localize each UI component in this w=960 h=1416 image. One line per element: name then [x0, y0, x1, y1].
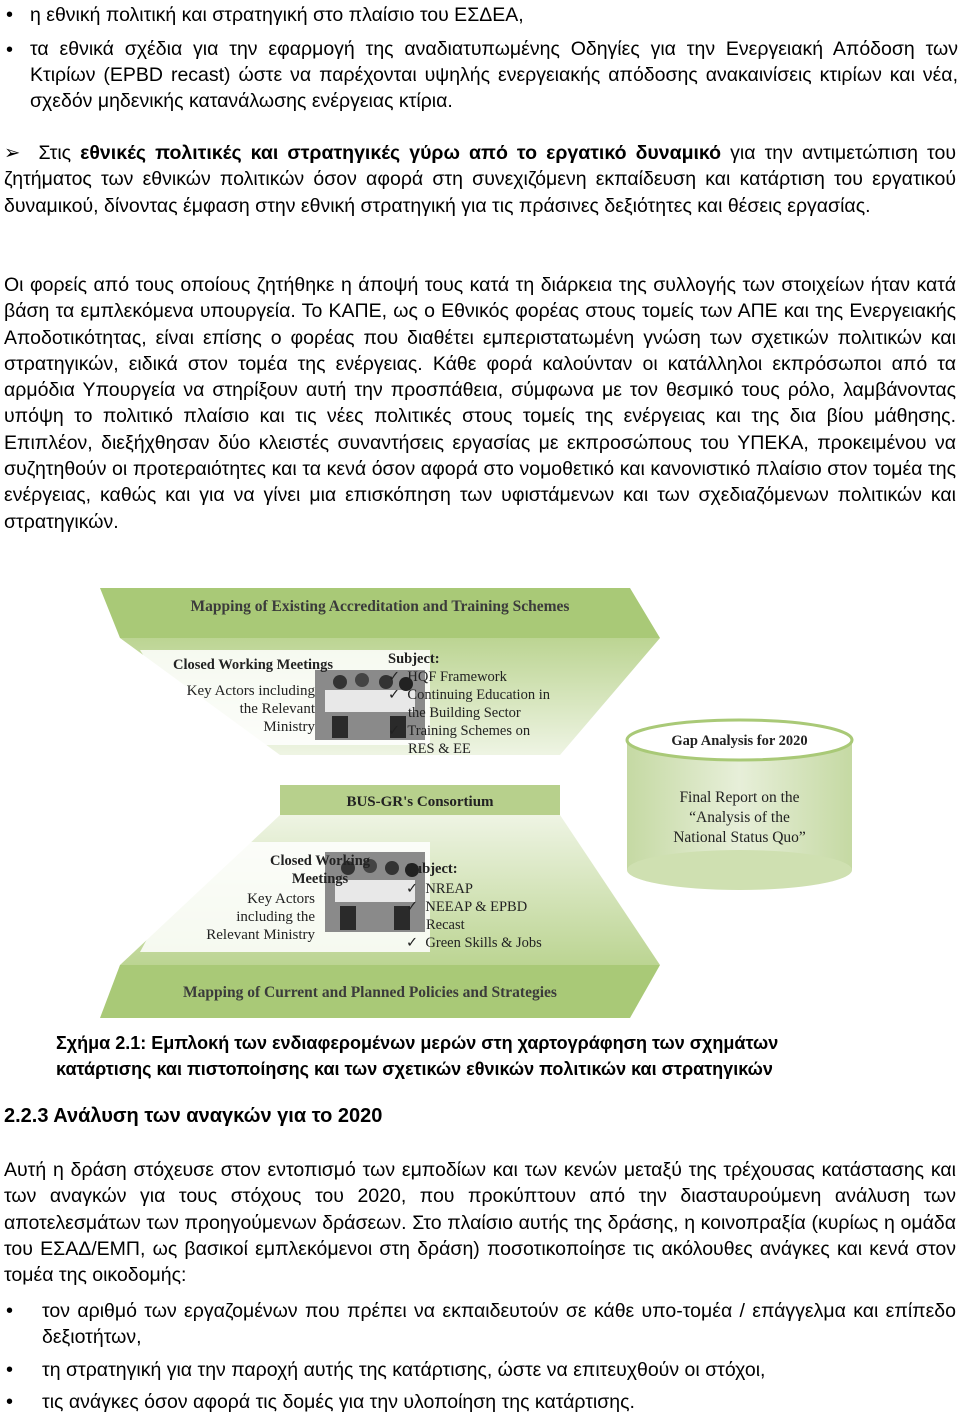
section-heading: 2.2.3 Ανάλυση των αναγκών για το 2020: [4, 1105, 383, 1127]
top-meeting-desc: [160, 682, 315, 736]
subject-text: the Building Sector: [408, 705, 521, 721]
caption-line: Σχήμα 2.1: Εμπλοκή των ενδιαφερομένων μερών στη χαρτογράφηση των σχημάτων: [56, 1033, 779, 1053]
stakeholder-diagram: [100, 580, 860, 1020]
title-line: Closed Working: [269, 853, 371, 869]
bullet-item: τη στρατηγική για την παροχή αυτής της κατάρτισης, ώστε να επιτευχθούν οι στόχοι,: [42, 1359, 766, 1381]
check-icon: ✓: [406, 935, 419, 951]
subject-text: Training Schemes on: [407, 723, 531, 739]
bullet-item: η εθνική πολιτική και στρατηγική στο πλαίσιο του ΕΣΔΕΑ,: [30, 4, 524, 26]
top-banner-label: Mapping of Existing Accreditation and Training Schemes: [190, 598, 570, 615]
top-subject-title: Subject:: [388, 651, 440, 667]
subject-text: RES & EE: [408, 741, 471, 757]
desc-line: Key Actors: [247, 891, 315, 907]
bullet-marker: •: [6, 1359, 14, 1381]
check-icon: ✓: [406, 881, 419, 897]
subject-text: NEEAP & EPBD: [425, 899, 528, 915]
check-icon: ✓: [406, 899, 419, 915]
desc-line: including the: [236, 909, 315, 925]
bullet-item: τα εθνικά σχέδια για την εφαρμογή της αναδιατυπωμένης Οδηγίες για την Ενεργειακή Απόδοση των Κτιρίων (EPBD recast) ώστε να παρέχονται υψηλής ενεργειακής απόδοσης ανακαινίσεις κτιρίων και νέα, σχεδόν μηδενικής κατανάλωσης ενέργειας κτίρια.: [30, 38, 958, 112]
subject-item: [406, 880, 596, 898]
caption-line: κατάρτισης και πιστοποίησης και των σχετικών εθνικών πολιτικών και στρατηγικών: [56, 1059, 773, 1079]
body-paragraph: Οι φορείς από τους οποίους ζητήθηκε η άποψή τους κατά τη διάρκεια της συλλογής των στοιχείων ήταν κατά βάση τα εμπλεκόμενα υπουργεία. Το ΚΑΠΕ, ως ο Εθνικός φορέας στους τομείς των ΑΠΕ και της Ενεργειακής Αποδοτικότητας, είναι επίσης ο φορέας που διαθέτει εμπεριστατωμένη γνώση των σχετικών πολιτικών και στρατηγικών, ειδικά στον τομέα της ενέργειας. Κάθε φορά καλούνταν οι κατάλληλοι εκπρόσωποι από τα αρμόδια Υπουργεία να στηρίξουν αυτή την προσπάθεια, σύμφωνα με τον θεσμικό τους ρόλο, λαμβάνοντας υπόψη το πολιτικό πλαίσιο και τις νέες πολιτικές στους τομείς της ενέργειας και της δια βίου μάθησης. Επιπλέον, διεξήχθησαν δύο κλειστές συναντήσεις εργασίας με εκπροσώπους του ΥΠΕΚΑ, προκειμένου να συζητηθούν οι προτεραιότητες και τα κενά όσον αφορά στο νομοθετικό και κανονιστικό πλαίσιο στον τομέα της ενέργειας, καθώς και για να γίνει μια επισκόπηση των υφιστάμενων και των σχεδιαζόμενων πολιτικών και στρατηγικών.: [4, 274, 956, 533]
gap-analysis-title: Gap Analysis for 2020: [671, 733, 808, 749]
gap-line: Final Report on the: [679, 789, 800, 806]
subject-text: Green Skills & Jobs: [425, 935, 542, 951]
arrow-item-bold: εθνικές πολιτικές και στρατηγικές γύρω από το εργατικό δυναμικό: [80, 142, 722, 164]
title-line: Meetings: [291, 871, 349, 887]
check-icon: ✓: [388, 687, 401, 703]
bottom-subject-list: [406, 880, 596, 952]
subject-text: Recast: [426, 917, 465, 933]
subject-item: [406, 934, 596, 952]
subject-item: [388, 722, 588, 740]
bullet-marker: •: [6, 1391, 14, 1413]
desc-line: Key Actors including: [186, 683, 315, 699]
gap-analysis-body: [627, 788, 852, 848]
arrow-marker: ➢: [4, 142, 21, 164]
figure-caption: [56, 1030, 916, 1082]
gap-line: “Analysis of the: [689, 809, 790, 826]
subject-text: NREAP: [425, 881, 473, 897]
subject-item: [388, 668, 588, 686]
bullet-item: τις ανάγκες όσον αφορά τις δομές για την υλοποίηση της κατάρτισης.: [42, 1391, 635, 1413]
bullet-marker: •: [6, 4, 14, 26]
desc-line: Ministry: [263, 719, 315, 735]
middle-banner-label: BUS-GR's Consortium: [346, 794, 494, 810]
subject-item: [406, 898, 596, 916]
desc-line: the Relevant: [239, 701, 315, 717]
subject-text: Continuing Education in: [407, 687, 550, 703]
bottom-banner-label: Mapping of Current and Planned Policies and Strategies: [183, 984, 557, 1001]
arrow-item: [4, 140, 956, 219]
body-paragraph: Αυτή η δράση στόχευσε στον εντοπισμό των εμποδίων και των κενών μεταξύ της τρέχουσας κατάστασης και των αναγκών για τους στόχους του 2020, που προκύπτουν από την διασταυρούμενη ανάλυση των αποτελεσμάτων των προηγούμενων δράσεων. Στο πλαίσιο αυτής της δράσης, η κοινοπραξία (κυρίως η ομάδα του ΕΣΑΔ/ΕΜΠ, ως βασικοί εμπλεκόμενοι στη δράση) ποσοτικοποίησε τις ακόλουθες ανάγκες και κενά στον τομέα της οικοδομής:: [4, 1159, 956, 1287]
arrow-item-prefix: Στις: [38, 142, 81, 164]
check-icon: ✓: [388, 723, 401, 739]
arrow-item-suffix: για την αντιμετώπιση του ζητήματος των εθνικών πολιτικών όσον αφορά στη συνεχιζόμενη εκπαίδευση και κατάρτιση του εργατικού δυναμικού, δίνοντας έμφαση στην εθνική στρατηγική για τις πράσινες δεξιότητες και θέσεις εργασίας.: [4, 142, 956, 217]
subject-item: [388, 686, 588, 704]
bullet-marker: •: [6, 39, 14, 61]
top-meeting-title: Closed Working Meetings: [172, 657, 334, 673]
bottom-subject-title: Subject:: [406, 861, 458, 877]
bullet-item: τον αριθμό των εργαζομένων που πρέπει να εκπαιδευτούν σε κάθε υπο-τομέα / επάγγελμα και επίπεδο δεξιοτήτων,: [42, 1300, 956, 1348]
top-subject-list: [388, 668, 588, 758]
check-icon: ✓: [388, 669, 401, 685]
gap-line: National Status Quo”: [673, 829, 806, 846]
subject-text: HQF Framework: [407, 669, 507, 685]
bottom-meeting-desc: [180, 890, 315, 944]
bullet-marker: •: [6, 1300, 14, 1322]
bottom-meeting-title: [250, 852, 390, 888]
desc-line: Relevant Ministry: [206, 927, 315, 943]
